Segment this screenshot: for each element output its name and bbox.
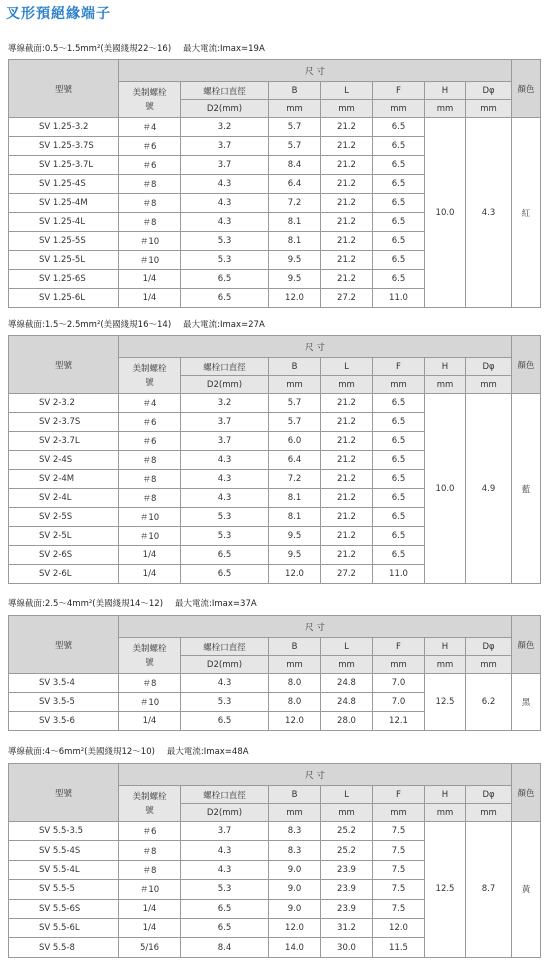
color-cell: 黑 [512, 674, 541, 731]
f-cell: 11.0 [373, 565, 425, 584]
screw-cell: ＃8 [119, 489, 181, 508]
d-unit: mm [466, 656, 512, 674]
f-cell: 6.5 [373, 137, 425, 156]
d2-cell: 3.7 [181, 432, 269, 451]
d2-cell: 3.7 [181, 156, 269, 175]
screw-header: 美制螺栓號 [119, 82, 181, 118]
model-cell: SV 2-3.7L [9, 432, 119, 451]
d2-cell: 6.5 [181, 546, 269, 565]
model-cell: SV 2-4L [9, 489, 119, 508]
l-cell: 21.2 [321, 194, 373, 213]
d2-cell: 4.3 [181, 841, 269, 860]
b-cell: 8.1 [269, 489, 321, 508]
h-unit: mm [425, 376, 466, 394]
table-row [9, 118, 541, 137]
l-cell: 24.8 [321, 693, 373, 712]
l-cell: 25.2 [321, 841, 373, 860]
l-cell: 23.9 [321, 860, 373, 879]
d-unit: mm [466, 376, 512, 394]
f-cell: 6.5 [373, 156, 425, 175]
model-cell: SV 1.25-6S [9, 270, 119, 289]
model-cell: SV 2-6L [9, 565, 119, 584]
d-header: Dφ [466, 786, 512, 804]
screw-cell: ＃10 [119, 880, 181, 899]
h-header: H [425, 82, 466, 100]
screw-cell: ＃8 [119, 470, 181, 489]
h-unit: mm [425, 100, 466, 118]
screw-header: 美制螺栓號 [119, 638, 181, 674]
color-cell: 紅 [512, 118, 541, 308]
f-cell: 6.5 [373, 270, 425, 289]
d2-cell: 3.7 [181, 822, 269, 841]
d2-cell: 5.3 [181, 508, 269, 527]
b-cell: 8.3 [269, 822, 321, 841]
b-header: B [269, 638, 321, 656]
b-unit: mm [269, 100, 321, 118]
b-cell: 9.0 [269, 860, 321, 879]
page-title: 叉形預絕緣端子 [6, 6, 111, 22]
color-header: 顏色 [512, 60, 541, 118]
b-cell: 5.7 [269, 394, 321, 413]
l-header: L [321, 786, 373, 804]
b-unit: mm [269, 656, 321, 674]
color-cell: 藍 [512, 394, 541, 584]
screw-header: 美制螺栓號 [119, 786, 181, 822]
model-cell: SV 1.25-5L [9, 251, 119, 270]
b-cell: 8.1 [269, 213, 321, 232]
wire-spec: 導線截面:4～6mm²(美國綫規12～10) [8, 747, 155, 757]
h-header: H [425, 786, 466, 804]
d2-cell: 4.3 [181, 175, 269, 194]
d2-cell: 4.3 [181, 674, 269, 693]
screw-cell: 1/4 [119, 565, 181, 584]
l-unit: mm [321, 100, 373, 118]
f-unit: mm [373, 804, 425, 822]
b-cell: 5.7 [269, 137, 321, 156]
b-cell: 6.0 [269, 432, 321, 451]
d2-cell: 4.3 [181, 489, 269, 508]
b-cell: 9.5 [269, 527, 321, 546]
l-cell: 25.2 [321, 822, 373, 841]
f-cell: 12.0 [373, 918, 425, 937]
l-cell: 21.2 [321, 508, 373, 527]
d-unit: mm [466, 804, 512, 822]
model-header: 型號 [9, 60, 119, 118]
f-header: F [373, 82, 425, 100]
wire-spec: 導線截面:0.5～1.5mm²(美國綫規22～16) [8, 44, 172, 54]
f-cell: 6.5 [373, 451, 425, 470]
screw-cell: ＃4 [119, 394, 181, 413]
model-cell: SV 5.5-4L [9, 860, 119, 879]
f-cell: 6.5 [373, 175, 425, 194]
d2-cell: 5.3 [181, 693, 269, 712]
screw-cell: 1/4 [119, 712, 181, 731]
model-header: 型號 [9, 764, 119, 822]
screw-cell: ＃8 [119, 841, 181, 860]
screw-cell: ＃6 [119, 137, 181, 156]
f-unit: mm [373, 100, 425, 118]
d2-unit: D2(mm) [181, 376, 269, 394]
h-cell: 12.5 [425, 822, 466, 958]
f-cell: 6.5 [373, 470, 425, 489]
model-cell: SV 2-5L [9, 527, 119, 546]
model-cell: SV 3.5-4 [9, 674, 119, 693]
spec-table [8, 615, 541, 731]
d2-cell: 6.5 [181, 565, 269, 584]
f-cell: 6.5 [373, 489, 425, 508]
hole-header: 螺栓口直徑 [181, 358, 269, 376]
l-cell: 23.9 [321, 880, 373, 899]
screw-cell: 5/16 [119, 938, 181, 957]
screw-cell: ＃8 [119, 451, 181, 470]
f-header: F [373, 638, 425, 656]
l-cell: 24.8 [321, 674, 373, 693]
d2-unit: D2(mm) [181, 100, 269, 118]
l-cell: 21.2 [321, 213, 373, 232]
hole-header: 螺栓口直徑 [181, 82, 269, 100]
l-cell: 23.9 [321, 899, 373, 918]
model-header: 型號 [9, 616, 119, 674]
l-cell: 21.2 [321, 394, 373, 413]
d-header: Dφ [466, 82, 512, 100]
f-cell: 6.5 [373, 118, 425, 137]
d2-cell: 6.5 [181, 270, 269, 289]
l-cell: 28.0 [321, 712, 373, 731]
model-cell: SV 1.25-4L [9, 213, 119, 232]
d2-cell: 3.2 [181, 394, 269, 413]
l-header: L [321, 358, 373, 376]
d2-cell: 6.5 [181, 712, 269, 731]
f-cell: 11.0 [373, 289, 425, 308]
model-cell: SV 5.5-6L [9, 918, 119, 937]
screw-cell: 1/4 [119, 899, 181, 918]
d2-cell: 3.7 [181, 137, 269, 156]
b-cell: 12.0 [269, 918, 321, 937]
b-cell: 8.3 [269, 841, 321, 860]
d2-cell: 3.7 [181, 413, 269, 432]
d2-cell: 6.5 [181, 918, 269, 937]
wire-spec: 導線截面:1.5～2.5mm²(美國綫規16～14) [8, 320, 172, 330]
l-cell: 21.2 [321, 251, 373, 270]
screw-cell: ＃10 [119, 251, 181, 270]
b-header: B [269, 786, 321, 804]
f-unit: mm [373, 656, 425, 674]
d2-unit: D2(mm) [181, 804, 269, 822]
model-cell: SV 2-3.7S [9, 413, 119, 432]
model-cell: SV 1.25-5S [9, 232, 119, 251]
f-cell: 6.5 [373, 194, 425, 213]
f-cell: 6.5 [373, 546, 425, 565]
b-header: B [269, 358, 321, 376]
model-cell: SV 5.5-4S [9, 841, 119, 860]
model-cell: SV 1.25-6L [9, 289, 119, 308]
model-cell: SV 3.5-6 [9, 712, 119, 731]
h-unit: mm [425, 656, 466, 674]
model-cell: SV 1.25-4S [9, 175, 119, 194]
max-current: 最大電流:Imax=37A [175, 599, 257, 609]
section-caption [8, 318, 265, 330]
model-cell: SV 5.5-3.5 [9, 822, 119, 841]
d2-cell: 3.2 [181, 118, 269, 137]
d-header: Dφ [466, 358, 512, 376]
f-header: F [373, 786, 425, 804]
f-cell: 7.5 [373, 841, 425, 860]
screw-cell: ＃10 [119, 527, 181, 546]
l-cell: 21.2 [321, 432, 373, 451]
b-cell: 8.0 [269, 693, 321, 712]
l-cell: 21.2 [321, 470, 373, 489]
b-header: B [269, 82, 321, 100]
d-cell: 4.9 [466, 394, 512, 584]
model-cell: SV 5.5-8 [9, 938, 119, 957]
d2-cell: 4.3 [181, 194, 269, 213]
screw-cell: ＃6 [119, 432, 181, 451]
l-cell: 21.2 [321, 413, 373, 432]
l-cell: 30.0 [321, 938, 373, 957]
section-caption [8, 597, 257, 609]
table-row [9, 674, 541, 693]
f-cell: 6.5 [373, 413, 425, 432]
screw-cell: 1/4 [119, 546, 181, 565]
l-cell: 31.2 [321, 918, 373, 937]
color-header: 顏色 [512, 764, 541, 822]
l-unit: mm [321, 656, 373, 674]
f-cell: 6.5 [373, 432, 425, 451]
b-cell: 9.5 [269, 270, 321, 289]
model-cell: SV 1.25-3.7L [9, 156, 119, 175]
screw-cell: ＃6 [119, 822, 181, 841]
screw-cell: ＃8 [119, 213, 181, 232]
l-cell: 27.2 [321, 289, 373, 308]
l-cell: 21.2 [321, 270, 373, 289]
screw-header: 美制螺栓號 [119, 358, 181, 394]
b-cell: 5.7 [269, 118, 321, 137]
b-cell: 9.5 [269, 546, 321, 565]
l-cell: 21.2 [321, 175, 373, 194]
model-cell: SV 2-4S [9, 451, 119, 470]
d-header: Dφ [466, 638, 512, 656]
max-current: 最大電流:Imax=19A [183, 44, 265, 54]
f-cell: 6.5 [373, 508, 425, 527]
screw-cell: ＃8 [119, 175, 181, 194]
model-header: 型號 [9, 336, 119, 394]
model-cell: SV 5.5-5 [9, 880, 119, 899]
b-cell: 9.5 [269, 251, 321, 270]
spec-table [8, 59, 541, 308]
model-cell: SV 2-4M [9, 470, 119, 489]
h-header: H [425, 358, 466, 376]
l-cell: 21.2 [321, 232, 373, 251]
model-cell: SV 3.5-5 [9, 693, 119, 712]
screw-cell: ＃8 [119, 860, 181, 879]
model-cell: SV 1.25-3.2 [9, 118, 119, 137]
hole-header: 螺栓口直徑 [181, 786, 269, 804]
d-unit: mm [466, 100, 512, 118]
spec-table [8, 763, 541, 958]
d2-cell: 4.3 [181, 451, 269, 470]
screw-cell: ＃10 [119, 508, 181, 527]
d-cell: 4.3 [466, 118, 512, 308]
h-cell: 12.5 [425, 674, 466, 731]
b-cell: 8.4 [269, 156, 321, 175]
section-caption [8, 745, 249, 757]
d2-cell: 5.3 [181, 251, 269, 270]
screw-cell: 1/4 [119, 289, 181, 308]
wire-spec: 導線截面:2.5～4mm²(美國綫規14～12) [8, 599, 164, 609]
f-cell: 7.5 [373, 880, 425, 899]
f-cell: 12.1 [373, 712, 425, 731]
b-unit: mm [269, 376, 321, 394]
screw-cell: ＃6 [119, 413, 181, 432]
f-cell: 6.5 [373, 232, 425, 251]
b-cell: 6.4 [269, 175, 321, 194]
screw-cell: 1/4 [119, 270, 181, 289]
color-header: 顏色 [512, 336, 541, 394]
d2-cell: 4.3 [181, 213, 269, 232]
d2-cell: 4.3 [181, 860, 269, 879]
b-cell: 9.0 [269, 880, 321, 899]
l-cell: 21.2 [321, 118, 373, 137]
b-unit: mm [269, 804, 321, 822]
color-cell: 黃 [512, 822, 541, 958]
b-cell: 6.4 [269, 451, 321, 470]
screw-cell: ＃10 [119, 693, 181, 712]
d2-cell: 6.5 [181, 899, 269, 918]
l-cell: 21.2 [321, 156, 373, 175]
screw-cell: ＃4 [119, 118, 181, 137]
f-cell: 6.5 [373, 527, 425, 546]
d-cell: 6.2 [466, 674, 512, 731]
h-cell: 10.0 [425, 394, 466, 584]
d2-cell: 5.3 [181, 880, 269, 899]
h-unit: mm [425, 804, 466, 822]
model-cell: SV 5.5-6S [9, 899, 119, 918]
b-cell: 8.1 [269, 232, 321, 251]
screw-cell: ＃8 [119, 194, 181, 213]
hole-header: 螺栓口直徑 [181, 638, 269, 656]
f-cell: 6.5 [373, 251, 425, 270]
b-cell: 5.7 [269, 413, 321, 432]
f-cell: 7.5 [373, 860, 425, 879]
h-header: H [425, 638, 466, 656]
d2-cell: 4.3 [181, 470, 269, 489]
model-cell: SV 2-5S [9, 508, 119, 527]
model-cell: SV 2-3.2 [9, 394, 119, 413]
f-cell: 6.5 [373, 394, 425, 413]
d2-unit: D2(mm) [181, 656, 269, 674]
l-unit: mm [321, 804, 373, 822]
b-cell: 12.0 [269, 565, 321, 584]
f-unit: mm [373, 376, 425, 394]
d2-cell: 5.3 [181, 527, 269, 546]
d2-cell: 8.4 [181, 938, 269, 957]
b-cell: 9.0 [269, 899, 321, 918]
section-caption [8, 42, 265, 54]
f-cell: 11.5 [373, 938, 425, 957]
dimensions-header: 尺 寸 [119, 616, 512, 638]
b-cell: 14.0 [269, 938, 321, 957]
l-header: L [321, 82, 373, 100]
screw-cell: ＃10 [119, 232, 181, 251]
f-cell: 7.0 [373, 693, 425, 712]
model-cell: SV 1.25-3.7S [9, 137, 119, 156]
max-current: 最大電流:Imax=48A [166, 747, 249, 757]
l-cell: 21.2 [321, 137, 373, 156]
model-cell: SV 1.25-4M [9, 194, 119, 213]
l-header: L [321, 638, 373, 656]
screw-cell: ＃6 [119, 156, 181, 175]
l-unit: mm [321, 376, 373, 394]
screw-cell: ＃8 [119, 674, 181, 693]
b-cell: 12.0 [269, 289, 321, 308]
f-cell: 6.5 [373, 213, 425, 232]
d2-cell: 6.5 [181, 289, 269, 308]
l-cell: 21.2 [321, 451, 373, 470]
f-cell: 7.5 [373, 822, 425, 841]
screw-cell: 1/4 [119, 918, 181, 937]
b-cell: 8.1 [269, 508, 321, 527]
model-cell: SV 2-6S [9, 546, 119, 565]
dimensions-header: 尺 寸 [119, 60, 512, 82]
f-cell: 7.0 [373, 674, 425, 693]
l-cell: 21.2 [321, 546, 373, 565]
spec-table [8, 335, 541, 584]
b-cell: 12.0 [269, 712, 321, 731]
b-cell: 7.2 [269, 194, 321, 213]
table-row [9, 394, 541, 413]
max-current: 最大電流:Imax=27A [183, 320, 265, 330]
b-cell: 7.2 [269, 470, 321, 489]
l-cell: 27.2 [321, 565, 373, 584]
color-header: 顏色 [512, 616, 541, 674]
table-row [9, 822, 541, 841]
l-cell: 21.2 [321, 527, 373, 546]
l-cell: 21.2 [321, 489, 373, 508]
dimensions-header: 尺 寸 [119, 764, 512, 786]
f-header: F [373, 358, 425, 376]
h-cell: 10.0 [425, 118, 466, 308]
d2-cell: 5.3 [181, 232, 269, 251]
dimensions-header: 尺 寸 [119, 336, 512, 358]
f-cell: 7.5 [373, 899, 425, 918]
d-cell: 8.7 [466, 822, 512, 958]
b-cell: 8.0 [269, 674, 321, 693]
